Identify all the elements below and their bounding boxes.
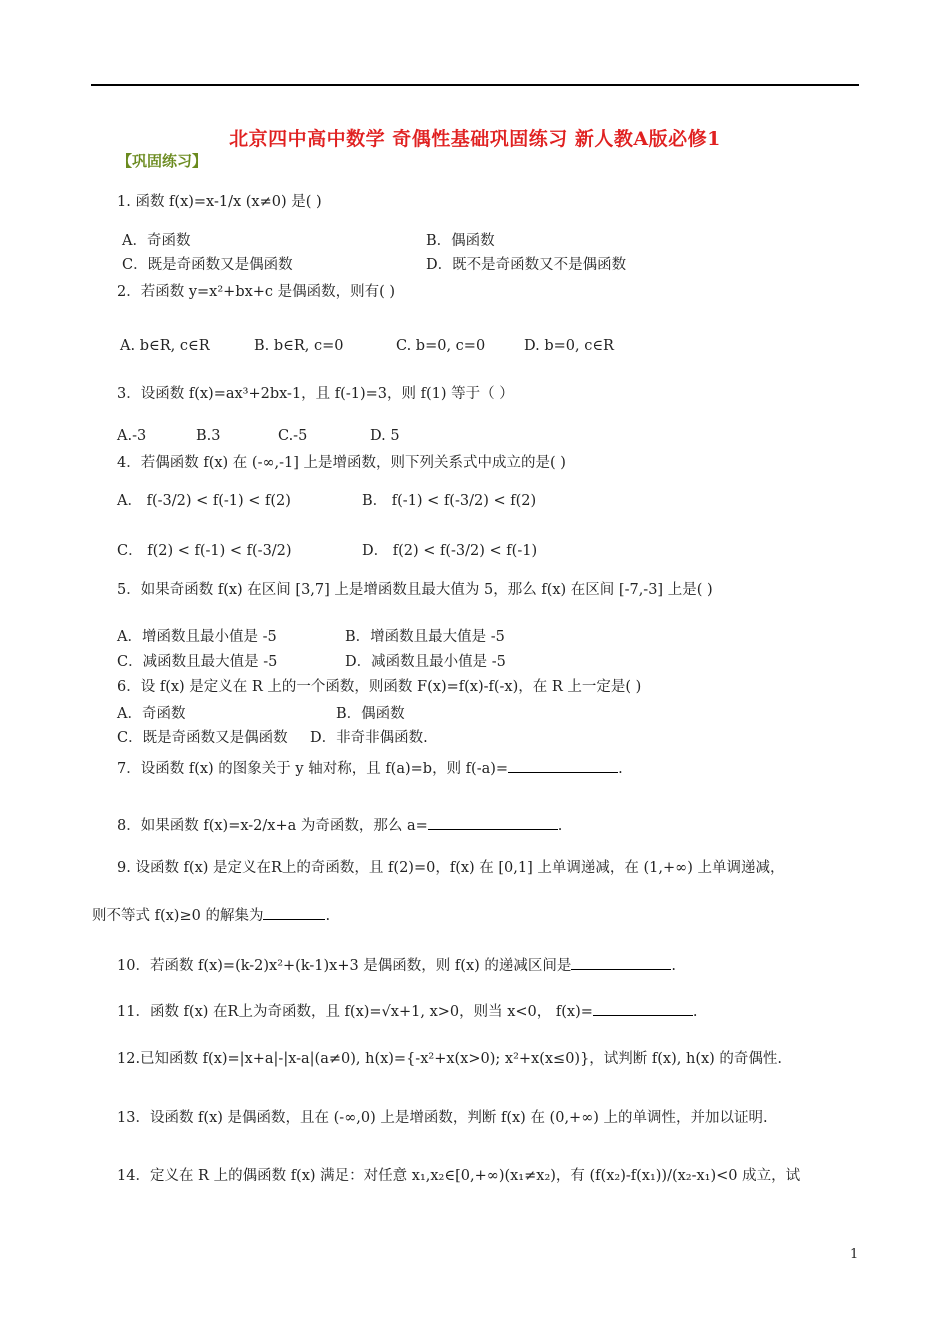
- q8-answer-blank: [428, 829, 558, 830]
- q10-answer-blank: [571, 969, 671, 970]
- question-6: 6．设 f(x) 是定义在 R 上的一个函数，则函数 F(x)=f(x)-f(-x)，在 R 上一定是( ): [117, 679, 642, 695]
- q3-option-b: B.3: [196, 428, 221, 444]
- question-5: 5．如果奇函数 f(x) 在区间 [3,7] 上是增函数且最大值为 5，那么 f(x) 在区间 [-7,-3] 上是( ): [117, 582, 713, 598]
- q6-option-c: C．既是奇函数又是偶函数: [117, 730, 288, 746]
- q1-option-d: D．既不是奇函数又不是偶函数: [426, 257, 627, 273]
- question-9-cont: 则不等式 f(x)≥0 的解集为 .: [92, 908, 331, 924]
- question-7: 7．设函数 f(x) 的图象关于 y 轴对称，且 f(a)=b，则 f(-a)= .: [117, 761, 623, 777]
- q5-option-a: A．增函数且最小值是 -5: [117, 629, 277, 645]
- question-11: 11．函数 f(x) 在R上为奇函数，且 f(x)=√x+1, x>0，则当 x<0， f(x)= .: [117, 1004, 698, 1020]
- q2-option-c: C. b=0, c=0: [396, 338, 486, 354]
- q9-answer-blank: [263, 919, 325, 920]
- q10-text: 10．若函数 f(x)=(k-2)x²+(k-1)x+3 是偶函数，则 f(x) 的递减区间是: [117, 958, 572, 974]
- q3-option-c: C.-5: [278, 428, 308, 444]
- q4-option-a: A． f(-3/2) < f(-1) < f(2): [117, 493, 291, 509]
- question-14: 14．定义在 R 上的偶函数 f(x) 满足：对任意 x₁,x₂∈[0,+∞)(x₁≠x₂)，有 (f(x₂)-f(x₁))/(x₂-x₁)<0 成立，试: [117, 1168, 801, 1184]
- q5-option-d: D．减函数且最小值是 -5: [345, 654, 506, 670]
- question-13: 13．设函数 f(x) 是偶函数，且在 (-∞,0) 上是增函数，判断 f(x) 在 (0,+∞) 上的单调性，并加以证明.: [117, 1110, 768, 1126]
- q11-answer-blank: [593, 1015, 693, 1016]
- question-3: 3．设函数 f(x)=ax³+2bx-1，且 f(-1)=3，则 f(1) 等于（ ）: [117, 386, 514, 402]
- q2-option-d: D. b=0, c∈R: [524, 338, 614, 354]
- q6-option-a: A．奇函数: [117, 706, 186, 722]
- q7-answer-blank: [508, 772, 618, 773]
- q3-option-a: A.-3: [117, 428, 147, 444]
- q1-option-a: A．奇函数: [122, 233, 191, 249]
- q3-option-d: D. 5: [370, 428, 400, 444]
- q8-text: 8．如果函数 f(x)=x-2/x+a 为奇函数，那么 a=: [117, 818, 428, 834]
- header-rule: [91, 84, 859, 86]
- question-1: 1. 函数 f(x)=x-1/x (x≠0) 是( ): [117, 194, 322, 210]
- q6-option-d: D．非奇非偶函数.: [310, 730, 428, 746]
- question-8: 8．如果函数 f(x)=x-2/x+a 为奇函数，那么 a= .: [117, 818, 563, 834]
- q4-option-b: B． f(-1) < f(-3/2) < f(2): [362, 493, 537, 509]
- q4-option-d: D． f(2) < f(-3/2) < f(-1): [362, 543, 538, 559]
- q4-option-c: C． f(2) < f(-1) < f(-3/2): [117, 543, 292, 559]
- q2-option-b: B. b∈R, c=0: [254, 338, 344, 354]
- q6-option-b: B．偶函数: [336, 706, 405, 722]
- q1-option-b: B．偶函数: [426, 233, 495, 249]
- question-10: 10．若函数 f(x)=(k-2)x²+(k-1)x+3 是偶函数，则 f(x) 的递减区间是 .: [117, 958, 676, 974]
- q5-option-c: C．减函数且最大值是 -5: [117, 654, 278, 670]
- page-title: 北京四中高中数学 奇偶性基础巩固练习 新人教A版必修1: [229, 128, 721, 150]
- question-12: 12.已知函数 f(x)=|x+a|-|x-a|(a≠0), h(x)={-x²+x(x>0); x²+x(x≤0)}，试判断 f(x), h(x) 的奇偶性.: [117, 1051, 783, 1067]
- q11-text: 11．函数 f(x) 在R上为奇函数，且 f(x)=√x+1, x>0，则当 x<0， f(x)=: [117, 1004, 593, 1020]
- q2-option-a: A. b∈R, c∈R: [120, 338, 210, 354]
- page-number: 1: [850, 1247, 859, 1262]
- q7-text: 7．设函数 f(x) 的图象关于 y 轴对称，且 f(a)=b，则 f(-a)=: [117, 761, 509, 777]
- q9-cont-text: 则不等式 f(x)≥0 的解集为: [92, 908, 264, 924]
- question-9: 9. 设函数 f(x) 是定义在R上的奇函数，且 f(2)=0，f(x) 在 [0,1] 上单调递减，在 (1,+∞) 上单调递减，: [117, 860, 785, 876]
- q1-option-c: C．既是奇函数又是偶函数: [122, 257, 293, 273]
- question-4: 4．若偶函数 f(x) 在 (-∞,-1] 上是增函数，则下列关系式中成立的是( ): [117, 455, 566, 471]
- question-2: 2．若函数 y=x²+bx+c 是偶函数，则有( ): [117, 284, 396, 300]
- q5-option-b: B．增函数且最大值是 -5: [345, 629, 505, 645]
- section-heading: 【巩固练习】: [117, 152, 208, 170]
